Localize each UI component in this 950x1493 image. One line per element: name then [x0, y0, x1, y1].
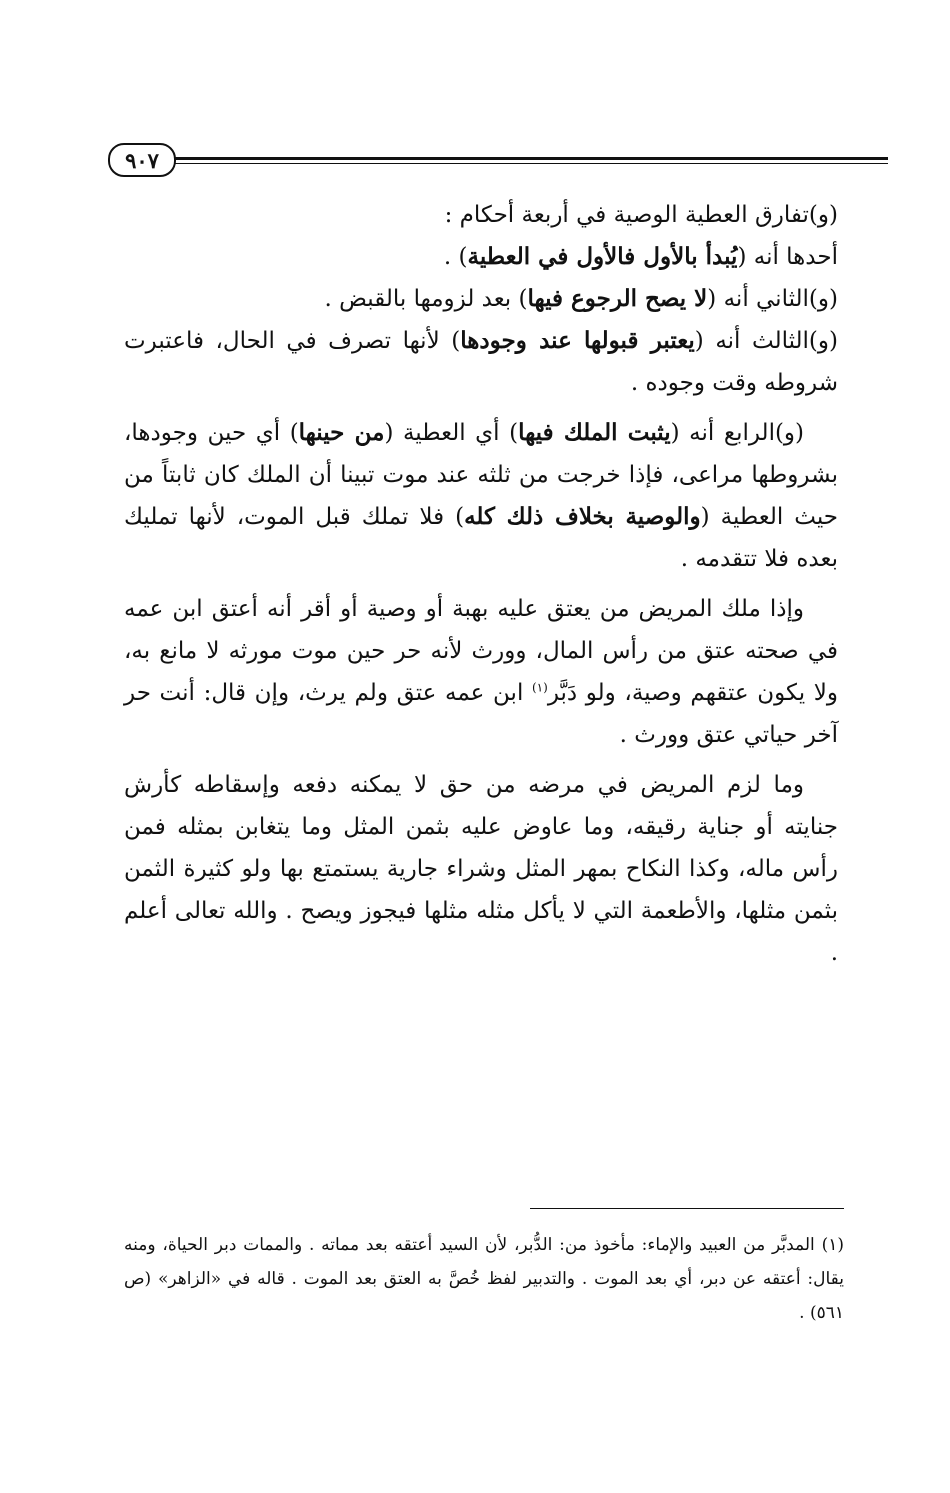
footnote	[124, 1228, 844, 1330]
paragraph	[124, 320, 838, 404]
text-run: (و)تفارق العطية الوصية في أربعة أحكام :	[444, 202, 838, 228]
bold-term: يثبت الملك فيها	[518, 419, 671, 446]
paragraph	[124, 278, 838, 320]
bold-term: يُبدأ بالأول فالأول في العطية	[467, 243, 738, 270]
header-rule	[168, 157, 888, 160]
paragraph	[124, 236, 838, 278]
text-run: ) فلا تملك قبل الموت، لأنها تمليك بعده فلا تتقدمه .	[124, 504, 838, 572]
header-rule-thin	[168, 163, 888, 164]
text-run: (و)الرابع أنه (	[670, 420, 805, 446]
text-run: وما لزم المريض في مرضه من حق لا يمكنه دفعه وإسقاطه كأرش جنايته أو جناية رقيقه، وما عاوض عليه بثمن المثل وما يتغابن بمثله فمن رأس ماله، وكذا النكاح بمهر المثل وشراء جارية يستمتع بها ولو كثيرة الثمن بثمن مثلها، والأطعمة التي لا يأكل مثله مثلها فيجوز ويصح . والله تعالى أعلم .	[124, 772, 838, 966]
bold-term: من حينها	[298, 419, 385, 446]
paragraph	[124, 412, 838, 580]
paragraph	[124, 764, 838, 974]
footnote-ref: (١)	[531, 680, 548, 695]
text-run: ابن عمه عتق ولم يرث، وإن قال: أنت حر آخر حياتي عتق وورث .	[124, 680, 838, 748]
text-run: ) بعد لزومها بالقبض .	[324, 286, 528, 312]
paragraph	[124, 194, 838, 236]
text-run: ) لأنها تصرف في الحال، فاعتبرت شروطه وقت وجوده .	[124, 328, 838, 396]
text-run: (و)الثاني أنه (	[707, 286, 838, 312]
bold-term: والوصية بخلاف ذلك كله	[464, 503, 701, 530]
body-text	[124, 194, 838, 982]
text-run: ) أي حين وجودها، بشروطها مراعى، فإذا خرجت من ثلثه عند موت تبينا أن الملك كان ثابتاً من حيث العطية (	[124, 420, 838, 530]
paragraph	[124, 588, 838, 756]
text-run: (و)الثالث أنه (	[694, 328, 838, 354]
page-header	[108, 140, 888, 180]
text-run: أحدها أنه (	[737, 244, 838, 270]
bold-term: يعتبر قبولها عند وجودها	[460, 327, 695, 354]
text-run: ) أي العطية (	[384, 420, 519, 446]
text-run: ) .	[443, 244, 468, 270]
page-number: ٩٠٧	[108, 143, 176, 177]
footnote-separator	[530, 1208, 844, 1209]
bold-term: لا يصح الرجوع فيها	[527, 285, 708, 312]
text-run: وإذا ملك المريض من يعتق عليه بهبة أو وصية أو أقر أنه أعتق ابن عمه في صحته عتق من رأس المال، وورث لأنه حر حين موت مورثه لا مانع به، ولا يكون عتقهم وصية، ولو دَبَّر	[124, 596, 838, 706]
footnote-text: (١) المدبَّر من العبيد والإماء: مأخوذ من: الدُّبر، لأن السيد أعتقه بعد مماته . والممات دبر الحياة، ومنه يقال: أعتقه عن دبر، أي بعد الموت . والتدبير لفظ خُصَّ به العتق بعد الموت . قاله في «الزاهر» (ص ٥٦١) .	[124, 1235, 844, 1323]
